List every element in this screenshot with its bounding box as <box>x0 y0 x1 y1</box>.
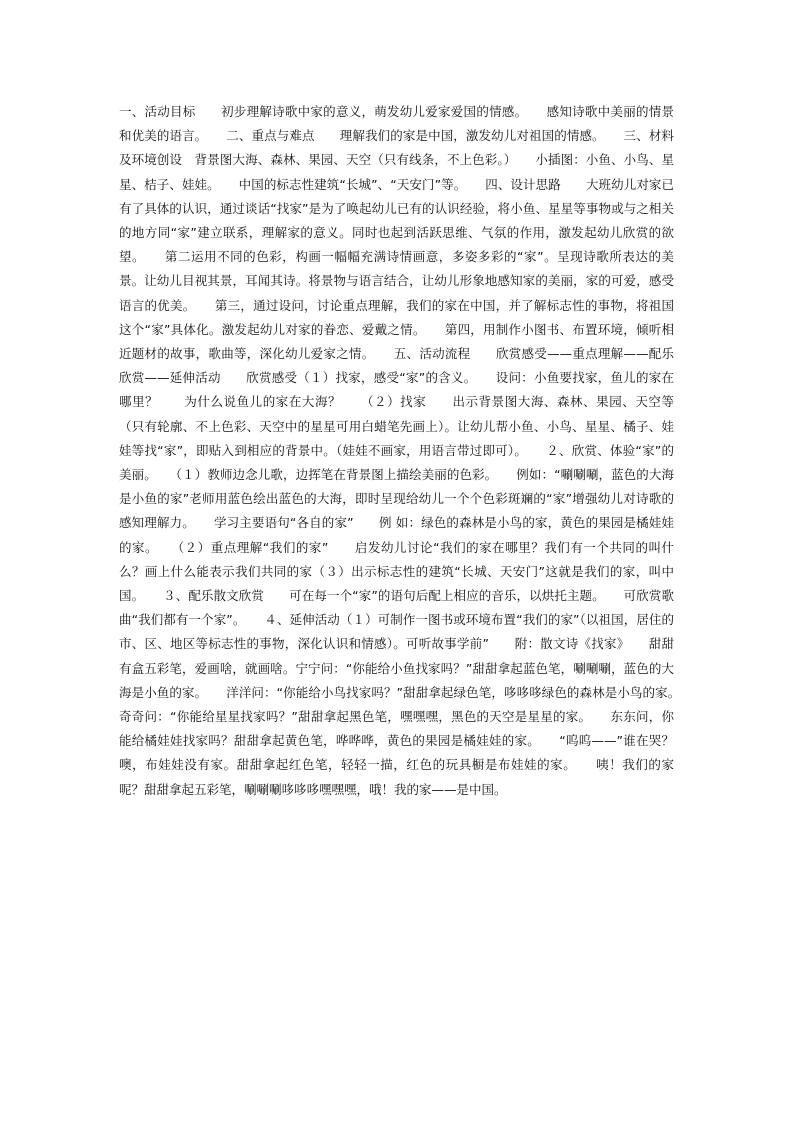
lesson-plan-text: 一、活动目标 初步理解诗歌中家的意义，萌发幼儿爱家爱国的情感。 感知诗歌中美丽的情景和优美的语言。 二、重点与难点 理解我们的家是中国，激发幼儿对祖国的情感。 三、材料及环境创设 背景图大海、森林、果园、天空（只有线条，不上色彩。） 小插图：小鱼、小鸟、星星、桔子、娃娃。 中国的标志性建筑“长城”、“天安门”等。 四、设计思路 大班幼儿对家已有了具体的认识，通过谈话“找家”是为了唤起幼儿已有的认识经验，将小鱼、星星等事物或与之相关的地方同“家”建立联系，理解家的意义。同时也起到活跃思维、气氛的作用，激发起幼儿欣赏的欲望。 第二运用不同的色彩，构画一幅幅充满诗情画意，多姿多彩的“家”。呈现诗歌所表达的美景。让幼儿目视其景，耳闻其诗。将景物与语言结合，让幼儿形象地感知家的美丽，家的可爱，感受语言的优美。 第三，通过设问，讨论重点理解，我们的家在中国，并了解标志性的事物，将祖国这个“家”具体化。激发起幼儿对家的眷恋、爱戴之情。 第四，用制作小图书、布置环境，倾听相近题材的故事，歌曲等，深化幼儿爱家之情。 五、活动流程 欣赏感受——重点理解——配乐欣赏——延伸活动 欣赏感受（１）找家，感受“家”的含义。 设问：小鱼要找家，鱼儿的家在哪里？ 为什么说鱼儿的家在大海？ （２）找家 出示背景图大海、森林、果园、天空等（只有轮廓、不上色彩、天空中的星星可用白蜡笔先画上）。让幼儿帮小鱼、小鸟、星星、橘子、娃娃等找“家”，即贴入到相应的背景中。（娃娃不画家，用语言带过即可）。 ２、欣赏、体验“家”的美丽。 （１）教师边念儿歌，边挥笔在背景图上描绘美丽的色彩。 例如：“唰唰唰，蓝色的大海是小鱼的家”老师用蓝色绘出蓝色的大海，即时呈现给幼儿一个个色彩斑斓的“家”增强幼儿对诗歌的感知理解力。 学习主要语句“各自的家” 例 如：绿色的森林是小鸟的家，黄色的果园是橘娃娃的家。 （２）重点理解“我们的家” 启发幼儿讨论“我们的家在哪里？我们有一个共同的叫什么？画上什么能表示我们共同的家（３）出示标志性的建筑“长城、天安门”这就是我们的家，叫中国。 ３、配乐散文欣赏 可在每一个“家”的语句后配上相应的音乐，以烘托主题。 可欣赏歌曲“我们都有一个家”。 ４、延伸活动（１）可制作一图书或环境布置“我们的家”（以祖国，居住的市、区、地区等标志性的事物，深化认识和情感）。可听故事学前” 附：散文诗《找家》 甜甜有盒五彩笔，爱画啥，就画啥。宁宁问：“你能给小鱼找家吗？”甜甜拿起蓝色笔，唰唰唰，蓝色的大海是小鱼的家。 洋洋问：“你能给小鸟找家吗？”甜甜拿起绿色笔，哆哆哆绿色的森林是小鸟的家。 奇奇问：“你能给星星找家吗？”甜甜拿起黑色笔，嘿嘿嘿，黑色的天空是星星的家。 东东问，你能给橘娃娃找家吗？甜甜拿起黄色笔，哗哗哗，黄色的果园是橘娃娃的家。 “呜呜——”谁在哭？噢，布娃娃没有家。甜甜拿起红色笔，轻轻一描，红色的玩具橱是布娃娃的家。 咦！我们的家呢？甜甜拿起五彩笔，唰唰唰哆哆哆嘿嘿嘿，哦！我的家——是中国。 <box>119 104 700 797</box>
